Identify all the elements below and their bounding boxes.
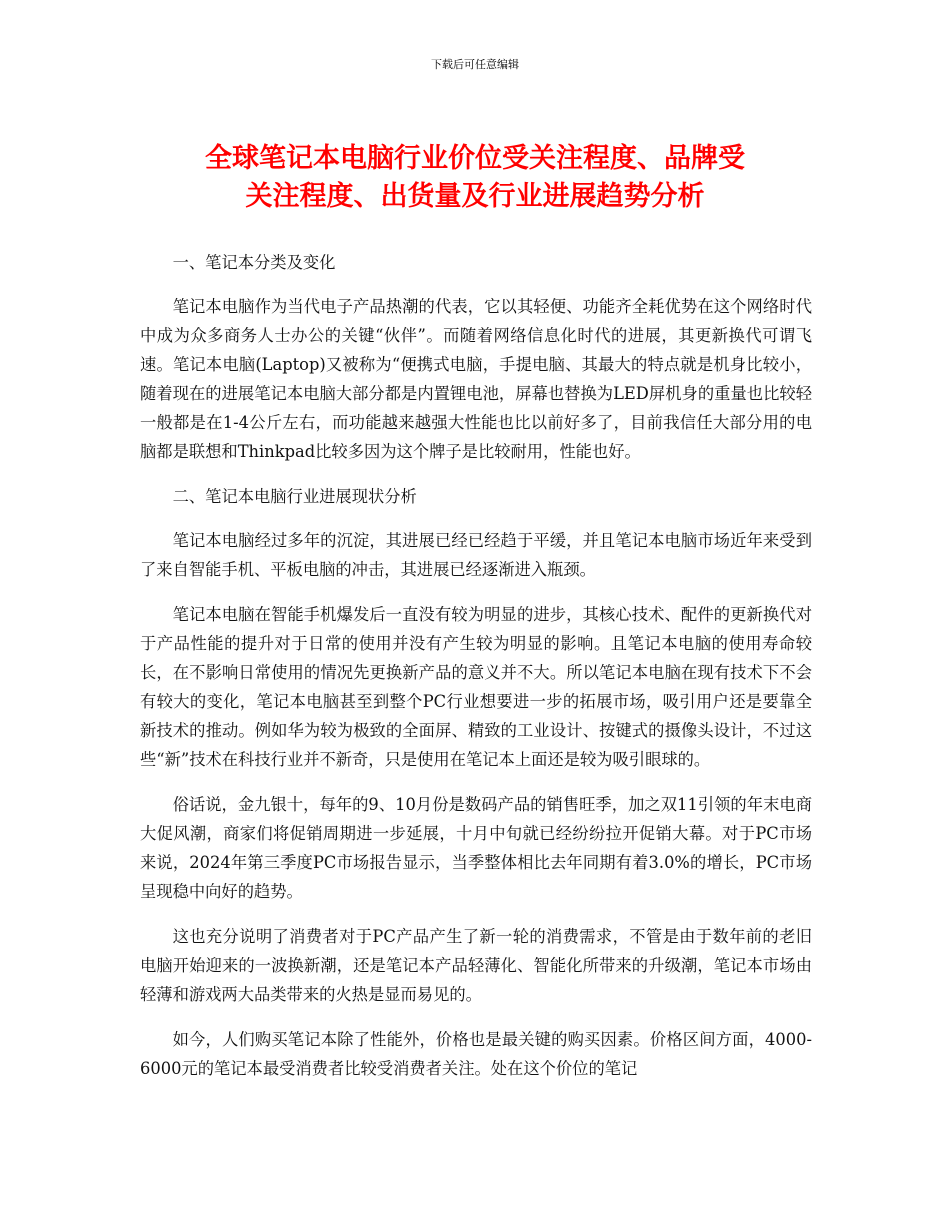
document-title-line-2: 关注程度、出货量及行业进展趋势分析 [245,181,705,212]
section-heading-2: 二、笔记本电脑行业进展现状分析 [172,487,417,506]
document-title-line-1: 全球笔记本电脑行业价位受关注程度、品牌受 [205,143,745,174]
paragraph-2: 笔记本电脑经过多年的沉淀，其进展已经已经趋于平缓，并且笔记本电脑市场近年来受到了来自智能手机、平板电脑的冲击，其进展已经逐渐进入瓶颈。 [140,531,812,579]
paragraph-5: 这也充分说明了消费者对于PC产品产生了新一轮的消费需求，不管是由于数年前的老旧电脑开始迎来的一波换新潮，还是笔记本产品轻薄化、智能化所带来的升级潮，笔记本市场由轻薄和游戏两大品类带来的火热是显而易见的。 [140,927,812,1004]
paragraph-3: 笔记本电脑在智能手机爆发后一直没有较为明显的进步，其核心技术、配件的更新换代对于产品性能的提升对于日常的使用并没有产生较为明显的影响。且笔记本电脑的使用寿命较长，在不影响日常使用的情况先更换新产品的意义并不大。所以笔记本电脑在现有技术下不会有较大的变化，笔记本电脑甚至到整个PC行业想要进一步的拓展市场，吸引用户还是要靠全新技术的推动。例如华为较为极致的全面屏、精致的工业设计、按键式的摄像头设计，不过这些“新”技术在科技行业并不新奇，只是使用在笔记本上面还是较为吸引眼球的。 [140,605,812,769]
document-title [150,140,800,216]
section-heading-1: 一、笔记本分类及变化 [172,253,336,272]
document-body [140,248,812,1099]
paragraph-4: 俗话说，金九银十，每年的9、10月份是数码产品的销售旺季，加之双11引领的年末电商大促风潮，商家们将促销周期进一步延展，十月中旬就已经纷纷拉开促销大幕。对于PC市场来说，2024年第三季度PC市场报告显示，当季整体相比去年同期有着3.0%的增长，PC市场呈现稳中向好的趋势。 [140,795,812,901]
paragraph-1: 笔记本电脑作为当代电子产品热潮的代表，它以其轻便、功能齐全耗优势在这个网络时代中成为众多商务人士办公的关键“伙伴”。而随着网络信息化时代的进展，其更新换代可谓飞速。笔记本电脑(Laptop)又被称为“便携式电脑，手提电脑、其最大的特点就是机身比较小，随着现在的进展笔记本电脑大部分都是内置锂电池，屏幕也替换为LED屏机身的重量也比较轻一般都是在1-4公斤左右，而功能越来越强大性能也比以前好多了，目前我信任大部分用的电脑都是联想和Thinkpad比较多因为这个牌子是比较耐用，性能也好。 [140,297,812,461]
paragraph-6: 如今，人们购买笔记本除了性能外，价格也是最关键的购买因素。价格区间方面，4000-6000元的笔记本最受消费者比较受消费者关注。处在这个价位的笔记 [140,1030,812,1078]
header-note: 下载后可任意编辑 [431,58,519,71]
